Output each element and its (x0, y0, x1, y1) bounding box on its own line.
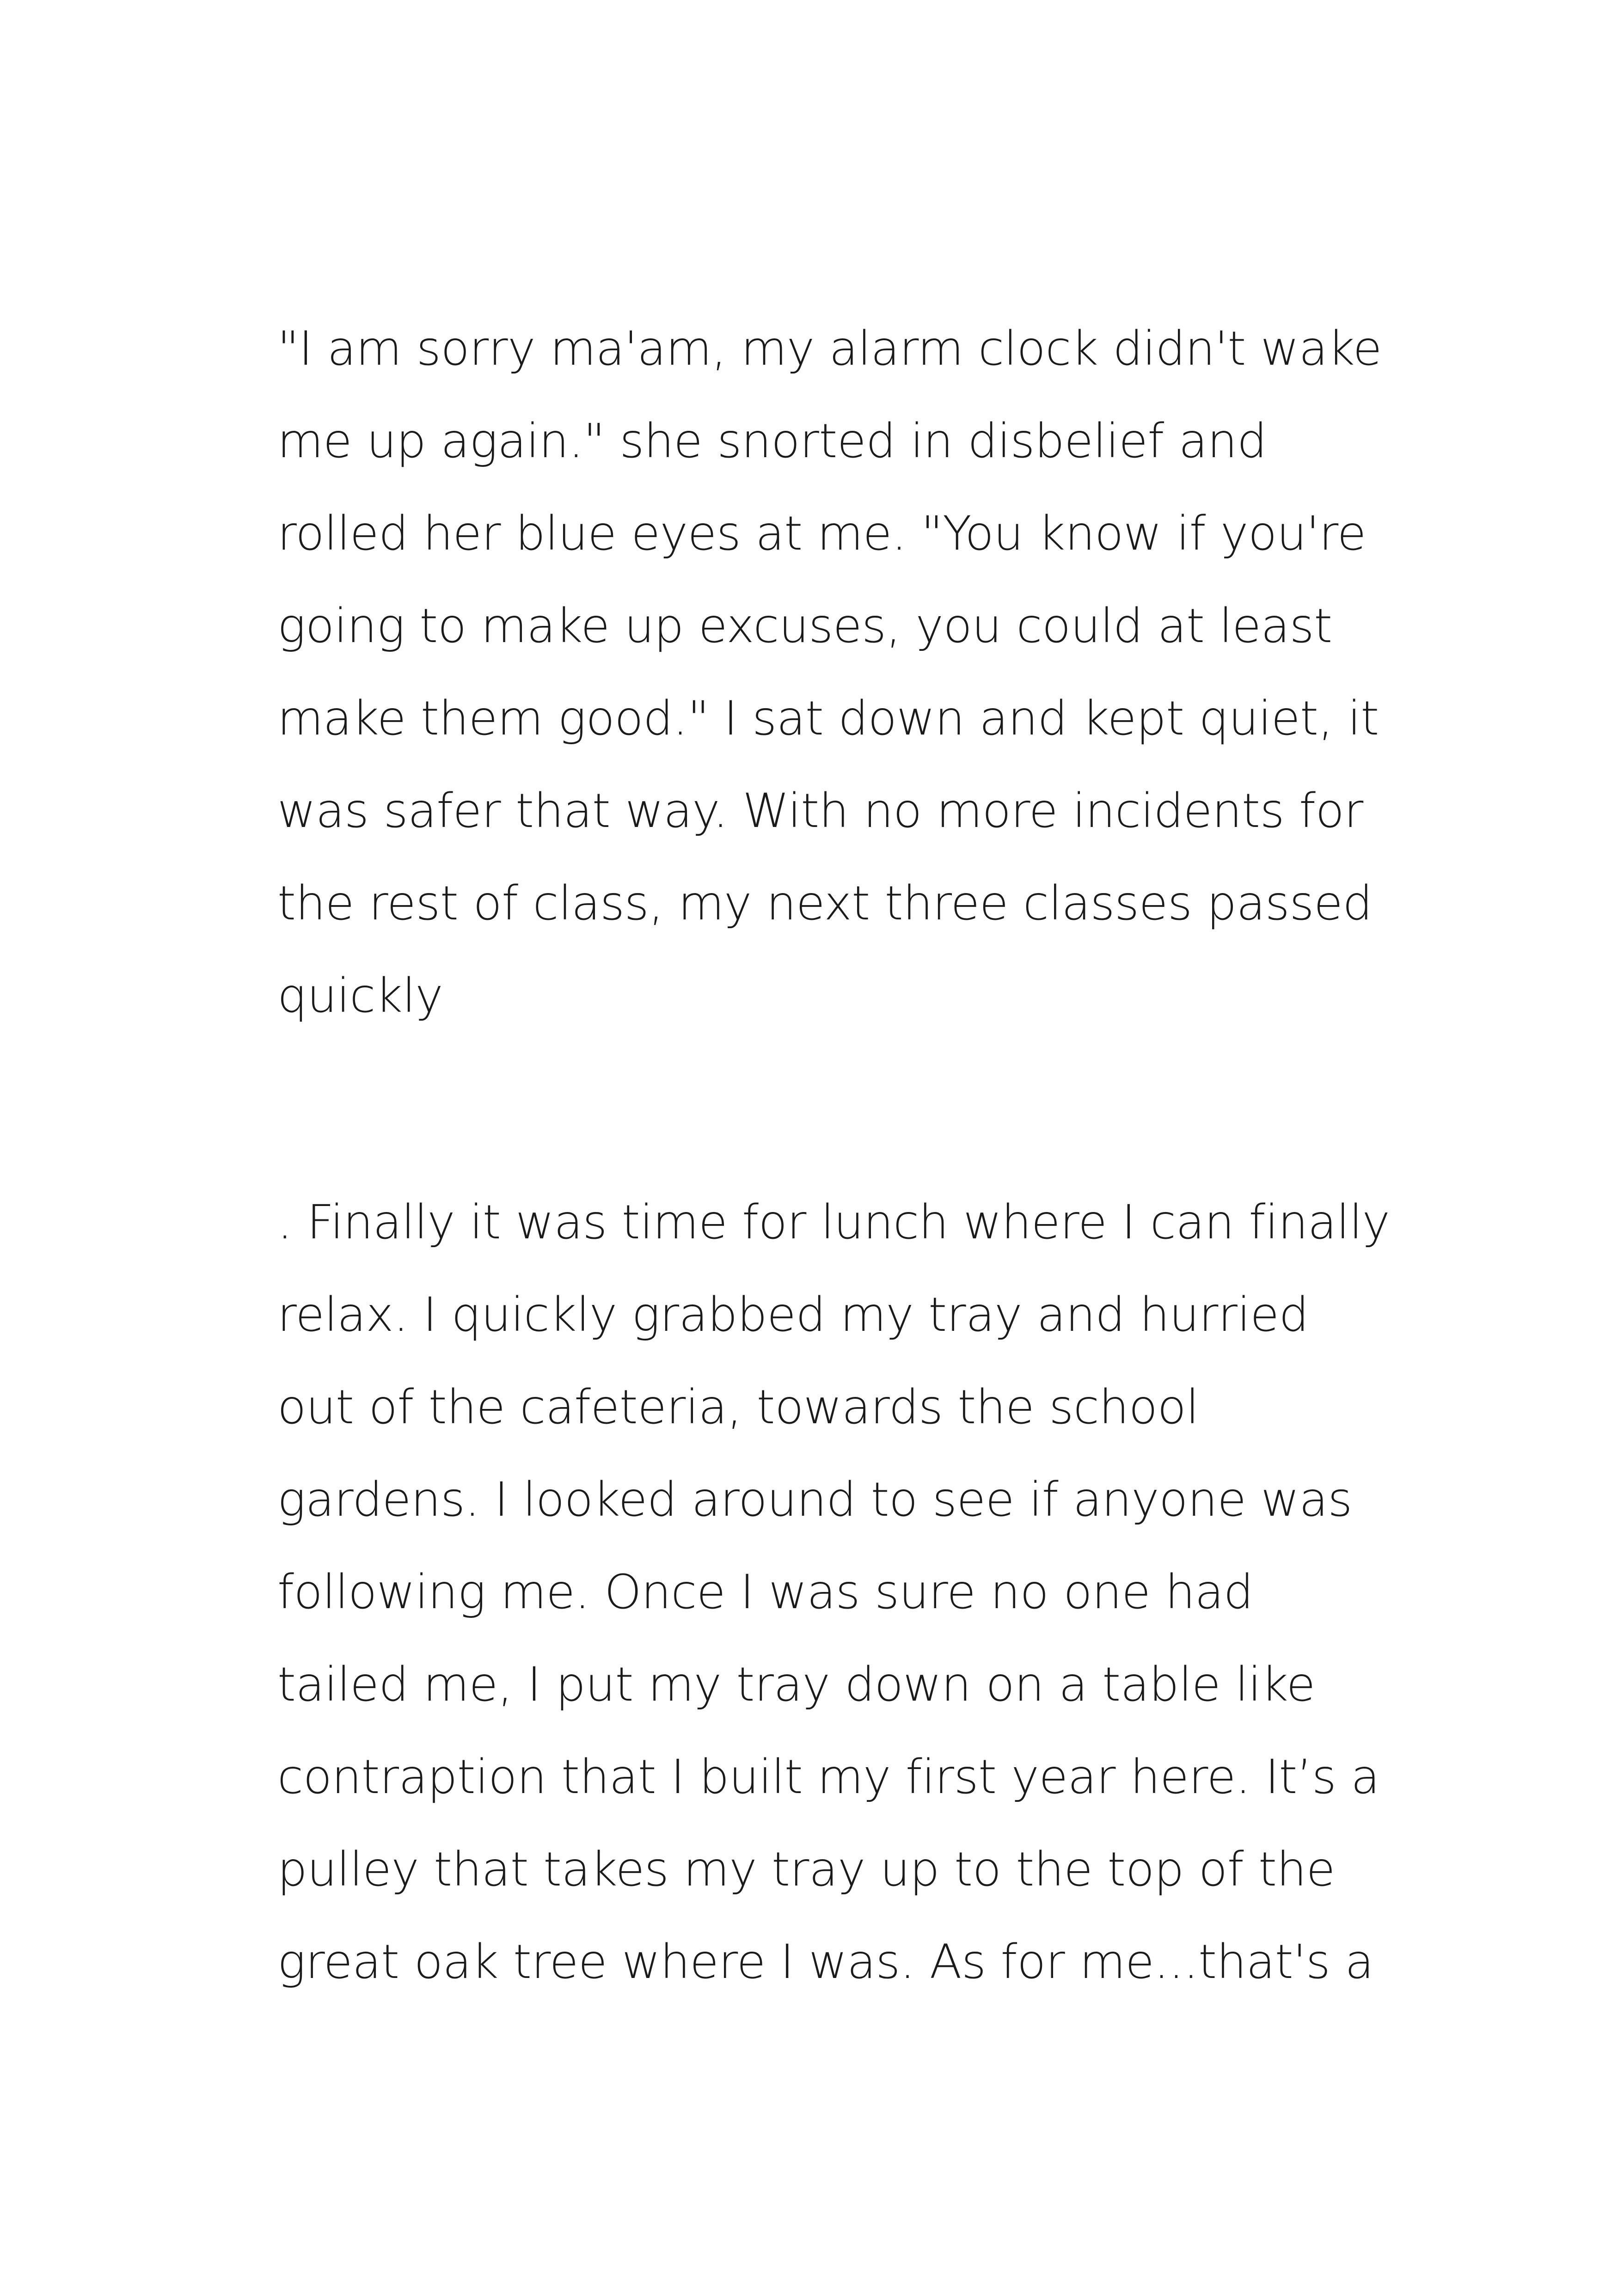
text-line: great oak tree where I was. As for me...that's a (277, 1935, 1374, 1990)
text-line: make them good." I sat down and kept quiet, it (277, 691, 1379, 746)
text-line: quickly (277, 968, 443, 1023)
text-line: contraption that I built my first year here. It’s a (277, 1750, 1380, 1805)
text-line: me up again." she snorted in disbelief and (277, 414, 1267, 469)
paragraph-2 (277, 1176, 1410, 2008)
paragraph-1 (277, 303, 1410, 1042)
text-line: the rest of class, my next three classes passed (277, 876, 1373, 931)
text-line: following me. Once I was sure no one had (277, 1565, 1253, 1620)
text-line: . Finally it was time for lunch where I can finally (277, 1195, 1390, 1250)
text-line: going to make up excuses, you could at least (277, 599, 1332, 654)
text-line: out of the cafeteria, towards the school (277, 1380, 1199, 1435)
text-line: gardens. I looked around to see if anyone was (277, 1472, 1352, 1527)
text-line: tailed me, I put my tray down on a table like (277, 1657, 1315, 1712)
text-line: was safer that way. With no more incidents for (277, 784, 1363, 839)
text-line: "I am sorry ma'am, my alarm clock didn't wake (277, 321, 1382, 376)
text-line: rolled her blue eyes at me. "You know if you're (277, 506, 1366, 561)
text-line: relax. I quickly grabbed my tray and hurried (277, 1287, 1309, 1342)
text-line: pulley that takes my tray up to the top of the (277, 1842, 1335, 1897)
